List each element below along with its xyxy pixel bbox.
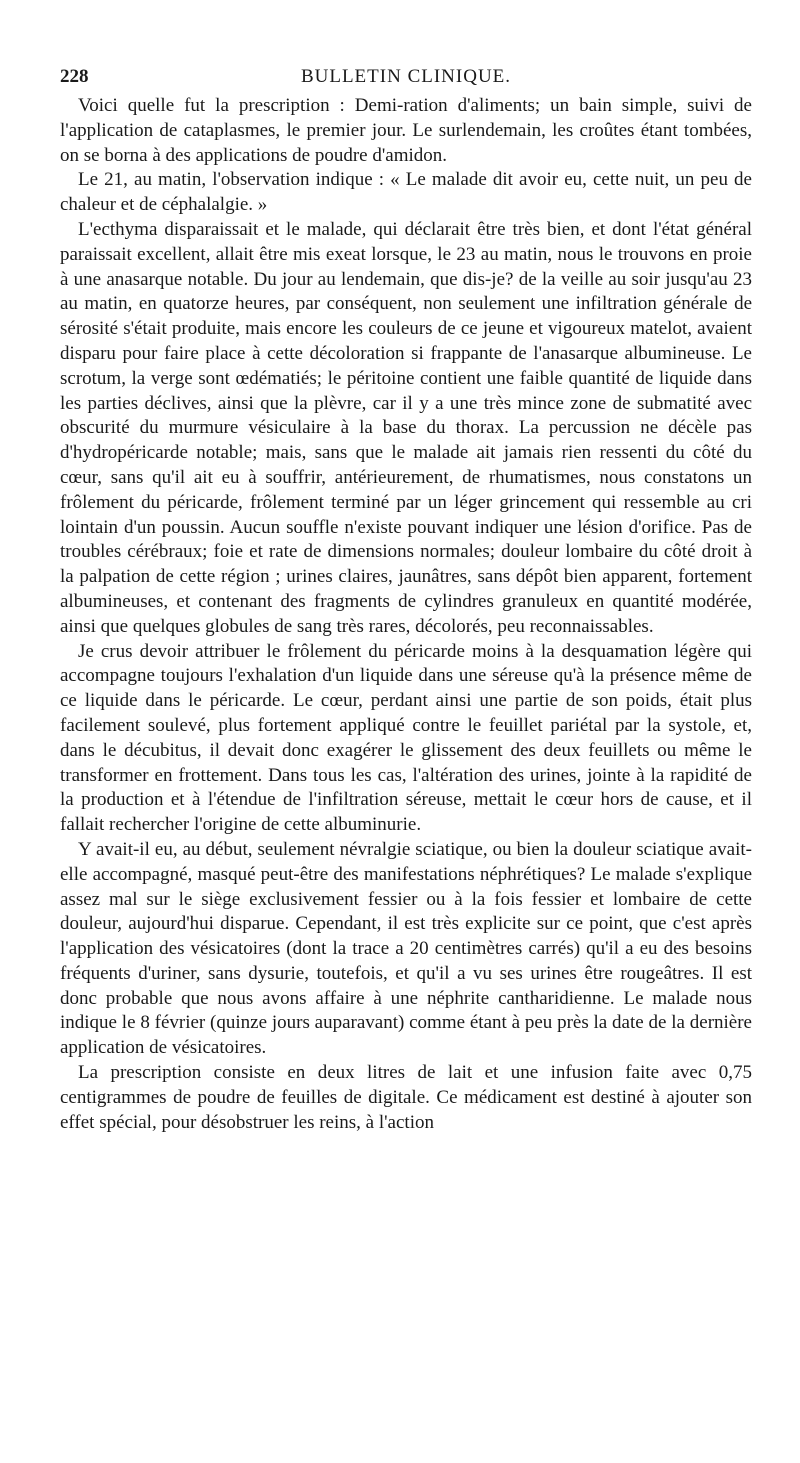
body-text <box>60 94 752 1135</box>
document-page <box>60 62 752 1135</box>
paragraph-traitement: La prescription consiste en deux litres de lait et une infusion faite avec 0,75 centigrammes de poudre de feuilles de digitale. Ce médicament est destiné à ajouter son effet spécial, pour désobstruer les reins, à l'action <box>60 1062 752 1133</box>
paragraph-sciatique: Y avait-il eu, au début, seulement névralgie sciatique, ou bien la douleur sciatique avait-elle accompagné, masqué peut-être des manifestations néphrétiques? Le malade s'explique assez mal sur le siège exclusivement fessier ou à la fois fessier et lombaire de cette douleur, aujourd'hui disparue. Cependant, il est très explicite sur ce point, que c'est après l'application des vésicatoires (dont la trace a 20 centimètres carrés) qu'il a eu des besoins fréquents d'uriner, sans dysurie, toutefois, et qu'il a vu ses urines être rougeâtres. Il est donc probable que nous avons affaire à une néphrite cantharidienne. Le malade nous indique le 8 février (quinze jours auparavant) comme étant à peu près la date de la dernière application de vésicatoires. <box>60 838 752 1059</box>
page-number: 228 <box>60 66 89 87</box>
paragraph-pericarde: Je crus devoir attribuer le frôlement du péricarde moins à la desquamation légère qui accompagne toujours l'exhalation d'un liquide dans une séreuse qu'à la présence même de ce liquide dans le péricarde. Le cœur, perdant ainsi une partie de son poids, était plus facilement soulevé, plus fortement appliqué contre le feuillet pariétal par la systole, et, dans le décubitus, il devait donc exagérer le glissement des deux feuillets ou même le transformer en frottement. Dans tous les cas, l'altération des urines, jointe à la rapidité de la production et à l'étendue de l'infiltration séreuse, mettait le cœur hors de cause, et il fallait rechercher l'origine de cette albuminurie. <box>60 640 752 836</box>
running-title: BULLETIN CLINIQUE. <box>300 66 512 87</box>
page-header <box>60 62 752 92</box>
paragraph-prescription: Voici quelle fut la prescription : Demi-ration d'aliments; un bain simple, suivi de l'application de cataplasmes, le premier jour. Le surlendemain, les croûtes étant tombées, on se borna à des applications de poudre d'amidon. <box>60 95 752 166</box>
paragraph-observation-21: Le 21, au matin, l'observation indique : « Le malade dit avoir eu, cette nuit, un peu de chaleur et de céphalalgie. » <box>60 169 752 216</box>
paragraph-anasarque: L'ecthyma disparaissait et le malade, qui déclarait être très bien, et dont l'état général paraissait excellent, allait être mis exeat lorsque, le 23 au matin, nous le trouvons en proie à une anasarque notable. Du jour au lendemain, que dis-je? de la veille au soir jusqu'au 23 au matin, en quatorze heures, par conséquent, non seulement une infiltration générale de sérosité s'était produite, mais encore les couleurs de ce jeune et vigoureux matelot, avaient disparu pour faire place à cette décoloration si frappante de l'anasarque albumineuse. Le scrotum, la verge sont œdématiés; le péritoine contient une faible quantité de liquide dans les parties déclives, ainsi que la plèvre, car il y a une très mince zone de submatité avec obscurité du murmure vésiculaire à la base du thorax. La percussion ne décèle pas d'hydropéricarde notable; mais, sans que le malade ait jamais rien ressenti du côté du cœur, sans qu'il ait eu à souffrir, antérieurement, de rhumatismes, nous constatons un frôlement du péricarde, frôlement terminé par un léger grincement qui ressemble au cri lointain d'un poussin. Aucun souffle n'existe pouvant indiquer une lésion d'orifice. Pas de troubles cérébraux; foie et rate de dimensions normales; douleur lombaire du côté droit à la palpation de cette région ; urines claires, jaunâtres, sans dépôt bien apparent, fortement albumineuses, et contenant des fragments de cylindres granuleux en quantité modérée, ainsi que quelques globules de sang très rares, décolorés, peu reconnaissables. <box>60 218 752 637</box>
